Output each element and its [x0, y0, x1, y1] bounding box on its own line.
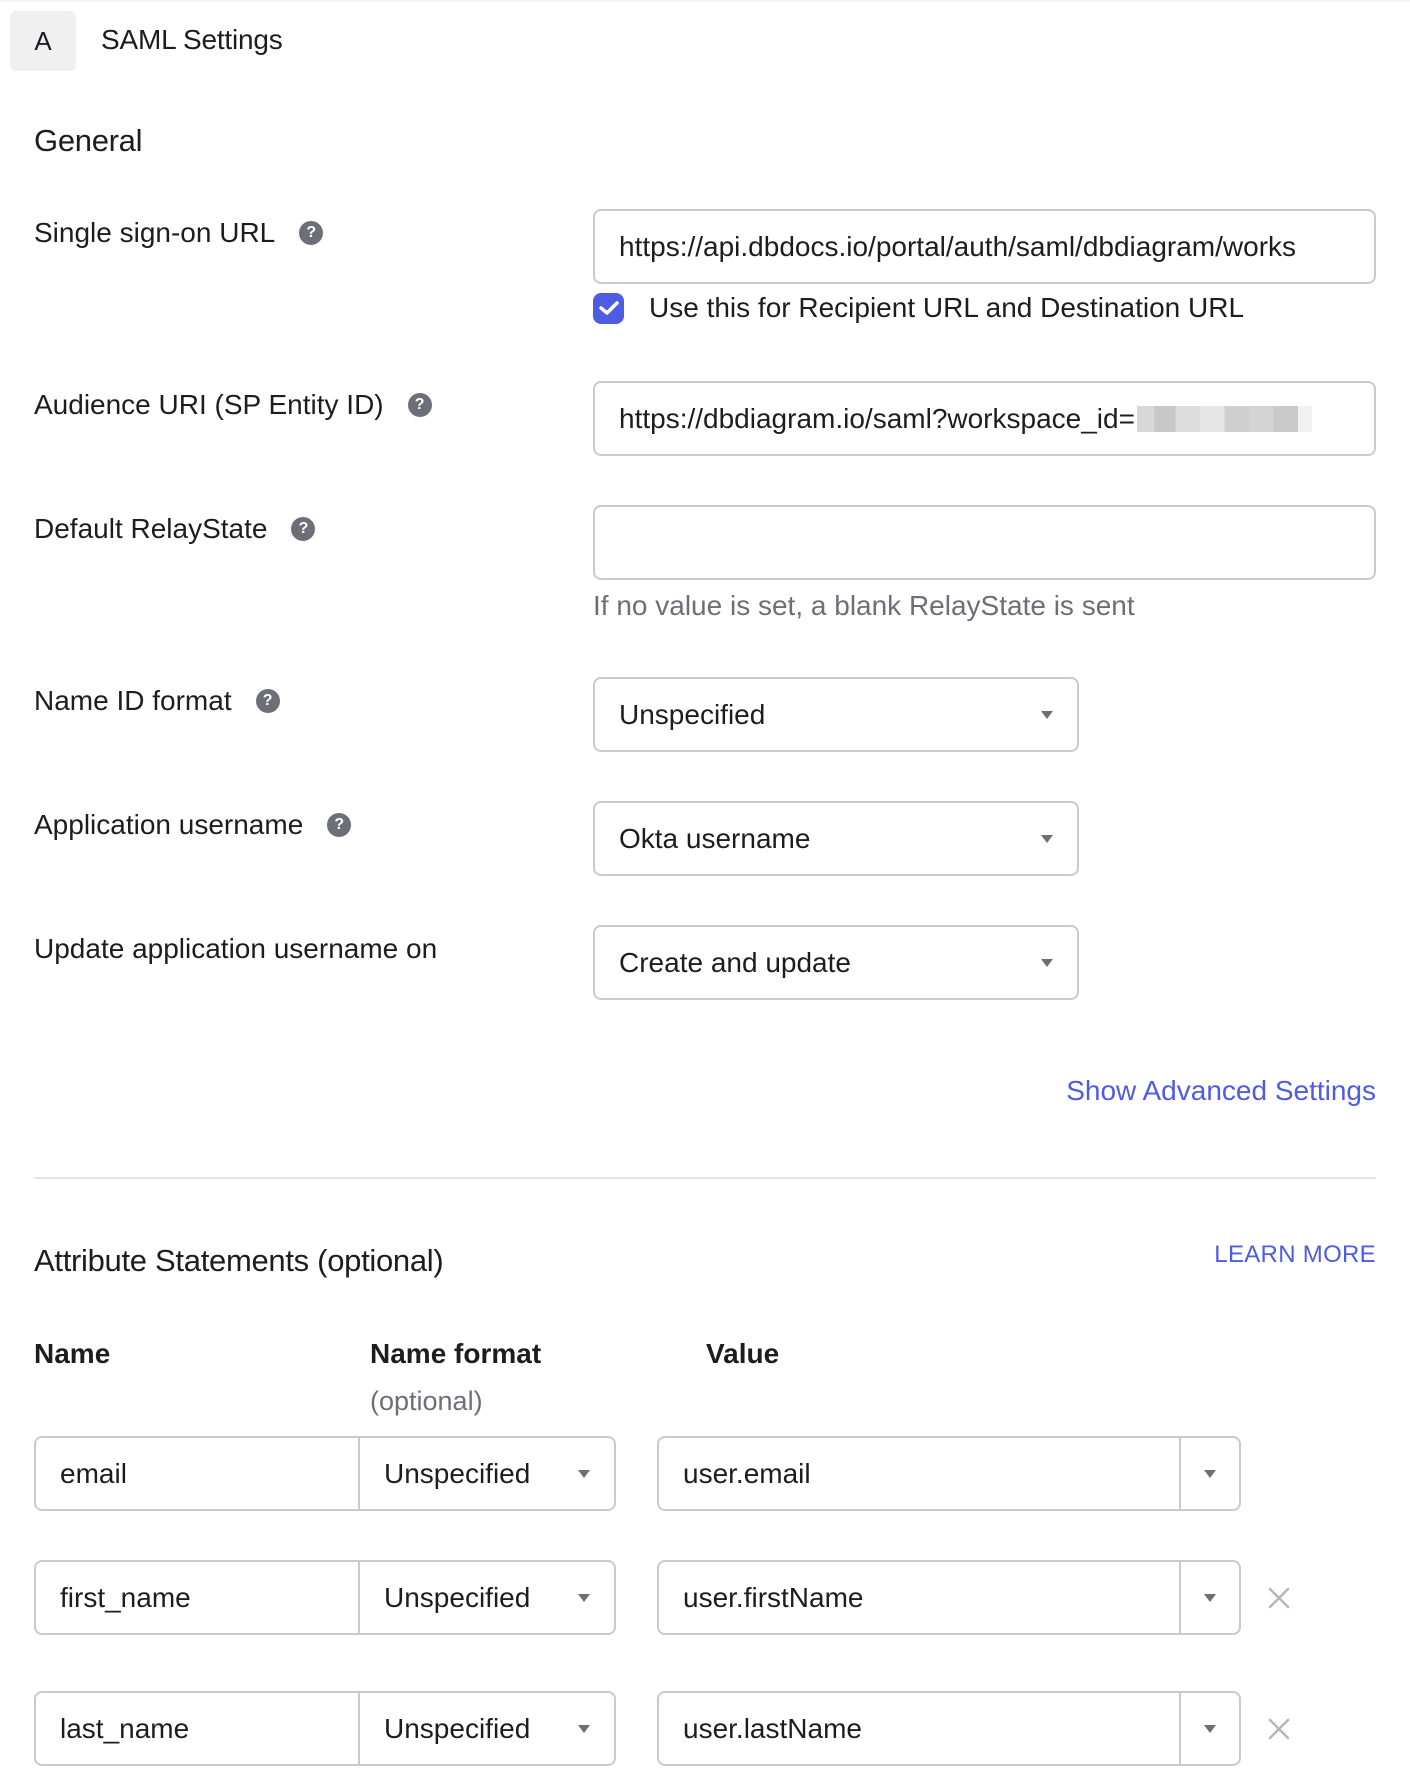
attribute-value-text: user.email	[683, 1457, 811, 1489]
update-username-label	[34, 933, 437, 965]
section-divider	[34, 1177, 1376, 1179]
attribute-format-select[interactable]	[358, 1560, 616, 1635]
help-icon[interactable]: ?	[408, 393, 432, 417]
caret-down-icon	[578, 1725, 590, 1733]
redacted-workspace-id	[1137, 406, 1312, 432]
attribute-name-input[interactable]	[34, 1691, 360, 1766]
app-username-label-text: Application username	[34, 809, 304, 840]
name-id-format-selected: Unspecified	[619, 698, 766, 730]
attribute-format-selected: Unspecified	[384, 1712, 531, 1744]
sso-url-input[interactable]	[593, 209, 1376, 284]
top-edge-shadow	[0, 0, 1410, 3]
audience-uri-label-text: Audience URI (SP Entity ID)	[34, 389, 384, 420]
caret-down-icon	[1204, 1470, 1216, 1478]
recipient-url-checkbox-row[interactable]	[593, 292, 1244, 324]
caret-down-icon	[1204, 1594, 1216, 1602]
relay-state-label-text: Default RelayState	[34, 513, 268, 544]
column-header-value: Value	[706, 1338, 780, 1369]
audience-uri-input[interactable]	[593, 381, 1376, 456]
attribute-name-input[interactable]	[34, 1560, 360, 1635]
name-id-format-label	[34, 685, 280, 717]
sso-url-label-text: Single sign-on URL	[34, 217, 276, 248]
column-header-name-format: Name format	[370, 1338, 542, 1369]
section-title-attributes: Attribute Statements (optional)	[34, 1243, 444, 1278]
recipient-url-checkbox-label: Use this for Recipient URL and Destination URL	[649, 292, 1245, 323]
attribute-format-selected: Unspecified	[384, 1581, 531, 1613]
step-badge: A	[10, 11, 76, 71]
attribute-row	[34, 1560, 1334, 1635]
attribute-name-value: first_name	[60, 1581, 191, 1613]
caret-down-icon	[578, 1470, 590, 1478]
attribute-value-text: user.firstName	[683, 1581, 864, 1613]
attribute-value-dropdown-button[interactable]	[1179, 1693, 1239, 1764]
app-username-selected: Okta username	[619, 822, 811, 854]
attribute-value-combobox[interactable]	[657, 1560, 1241, 1635]
audience-uri-label	[34, 389, 432, 421]
column-header-name: Name	[34, 1338, 111, 1369]
help-icon[interactable]: ?	[327, 813, 351, 837]
checkmark-icon	[599, 300, 619, 316]
help-icon[interactable]: ?	[299, 221, 323, 245]
attribute-row	[34, 1436, 1334, 1511]
attribute-value-dropdown-button[interactable]	[1179, 1438, 1239, 1509]
update-username-selected: Create and update	[619, 946, 851, 978]
caret-down-icon	[578, 1594, 590, 1602]
caret-down-icon	[1041, 959, 1053, 967]
help-icon[interactable]: ?	[291, 517, 315, 541]
close-icon[interactable]	[1259, 1709, 1299, 1749]
attribute-value-dropdown-button[interactable]	[1179, 1562, 1239, 1633]
learn-more-link[interactable]: LEARN MORE	[1214, 1241, 1376, 1268]
page-title: SAML Settings	[101, 24, 283, 55]
attribute-format-selected: Unspecified	[384, 1457, 531, 1489]
close-icon[interactable]	[1259, 1578, 1299, 1618]
recipient-url-checkbox[interactable]	[593, 293, 624, 324]
attribute-value-combobox[interactable]	[657, 1691, 1241, 1766]
name-id-format-label-text: Name ID format	[34, 685, 232, 716]
update-username-label-text: Update application username on	[34, 933, 438, 964]
column-header-optional: (optional)	[370, 1386, 483, 1416]
show-advanced-settings-link[interactable]: Show Advanced Settings	[1066, 1075, 1376, 1106]
help-icon[interactable]: ?	[256, 689, 280, 713]
attribute-name-value: last_name	[60, 1712, 190, 1744]
attribute-value-text: user.lastName	[683, 1712, 862, 1744]
update-username-select[interactable]	[593, 925, 1079, 1000]
caret-down-icon	[1041, 711, 1053, 719]
caret-down-icon	[1041, 835, 1053, 843]
relay-state-label	[34, 513, 315, 545]
attribute-format-select[interactable]	[358, 1691, 616, 1766]
relay-state-input[interactable]	[593, 505, 1376, 580]
attribute-value-combobox[interactable]	[657, 1436, 1241, 1511]
audience-uri-value: https://dbdiagram.io/saml?workspace_id=	[619, 402, 1135, 434]
attribute-format-select[interactable]	[358, 1436, 616, 1511]
section-title-general: General	[34, 123, 143, 158]
attribute-name-value: email	[60, 1457, 127, 1489]
attribute-row	[34, 1691, 1334, 1766]
sso-url-value: https://api.dbdocs.io/portal/auth/saml/dbdiagram/works	[619, 230, 1297, 262]
relay-state-hint: If no value is set, a blank RelayState is sent	[593, 590, 1135, 621]
name-id-format-select[interactable]	[593, 677, 1079, 752]
attribute-name-input[interactable]	[34, 1436, 360, 1511]
sso-url-label	[34, 217, 323, 249]
app-username-select[interactable]	[593, 801, 1079, 876]
app-username-label	[34, 809, 351, 841]
caret-down-icon	[1204, 1725, 1216, 1733]
